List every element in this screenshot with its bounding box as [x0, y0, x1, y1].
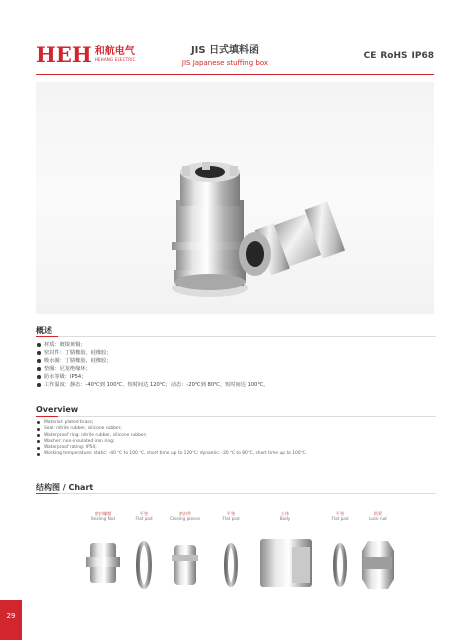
list-item: 密封件：丁腈橡胶、硅橡胶；: [36, 349, 436, 357]
large-gland: [172, 162, 248, 297]
part-label: 主体 Body: [279, 511, 291, 521]
body-part: [260, 539, 312, 587]
lock-nut-part: [362, 541, 394, 589]
part-label: 密封件 Closing pieces: [169, 511, 201, 521]
closing-pieces-part: [172, 545, 198, 585]
product-photo: [36, 82, 434, 314]
part-labels: [60, 511, 420, 527]
header-divider: [36, 74, 434, 75]
list-item: Washer: non-insulated iron ring;: [36, 439, 436, 445]
overview-cn-accent: [36, 336, 58, 337]
part-label: 密封螺帽 Sealing Nut: [90, 511, 116, 521]
brand-name-cn: 和航电气: [94, 46, 135, 57]
list-item: Seal: nitrile rubber, silicone rubber;: [36, 426, 436, 432]
page-number: 29: [6, 612, 16, 620]
page-number-tab: [0, 600, 22, 640]
overview-en-accent: [36, 416, 58, 417]
flat-pad-part: [138, 543, 150, 587]
brand-name-en: HEHANG ELECTRIC: [94, 57, 136, 62]
flat-pad-part: [335, 545, 345, 585]
list-item: 吸水圈：丁腈橡胶、硅橡胶；: [36, 357, 436, 365]
part-label: 平垫 Flat pad: [135, 511, 153, 521]
list-item: Material: plated brass;: [36, 420, 436, 426]
chart-title: 结构图 / Chart: [36, 483, 94, 492]
list-item: 工作温度：静态：-40℃到 100℃，短时间达 120℃；动态：-20℃到 80℃，短时间达 100℃。: [36, 381, 436, 389]
exploded-parts-diagram: [60, 527, 420, 593]
part-label: 平垫 Flat pad: [331, 511, 349, 521]
title-cn: JIS 日式填料函: [190, 45, 260, 56]
part-label: 锁紧 Lock nut: [369, 511, 387, 521]
list-item: 防水等级：IP54；: [36, 373, 436, 381]
list-item: 材质：镀镍黄铜；: [36, 341, 436, 349]
list-item: Waterproof rating: IP54;: [36, 445, 436, 451]
overview-cn-list: [36, 341, 436, 389]
sealing-nut-part: [86, 543, 120, 583]
overview-en-title: Overview: [36, 405, 79, 414]
overview-en-rule: [36, 416, 436, 417]
ip-rating: IP68: [411, 51, 434, 61]
title-en: JIS Japanese stuffing box: [181, 59, 269, 67]
list-item: Waterproof ring: nitrile rubber, silicone rubber;: [36, 433, 436, 439]
rohs-mark: RoHS: [380, 51, 408, 61]
flat-pad-part: [226, 545, 236, 585]
list-item: 垫圈：尼龙绝缘环；: [36, 365, 436, 373]
ce-mark: CE: [363, 51, 377, 61]
overview-en-list: [36, 420, 436, 458]
overview-cn-rule: [36, 336, 436, 337]
brand-mark: HEH: [36, 42, 92, 67]
small-gland: [239, 202, 345, 278]
certifications: [364, 51, 434, 61]
chart-rule: [36, 493, 436, 494]
cable-gland-illustration: [36, 82, 434, 314]
list-item: Working temperature: static: -40 ℃ to 100 ℃, short time up to 120℃; dynamic: -20 ℃ to 80℃, short time up to 100℃.: [36, 451, 436, 457]
part-label: 平垫 Flat pad: [222, 511, 240, 521]
brand-logo: [36, 44, 136, 66]
page-title: [150, 45, 300, 68]
chart-accent: [36, 493, 58, 494]
overview-cn-title: 概述: [36, 326, 52, 335]
